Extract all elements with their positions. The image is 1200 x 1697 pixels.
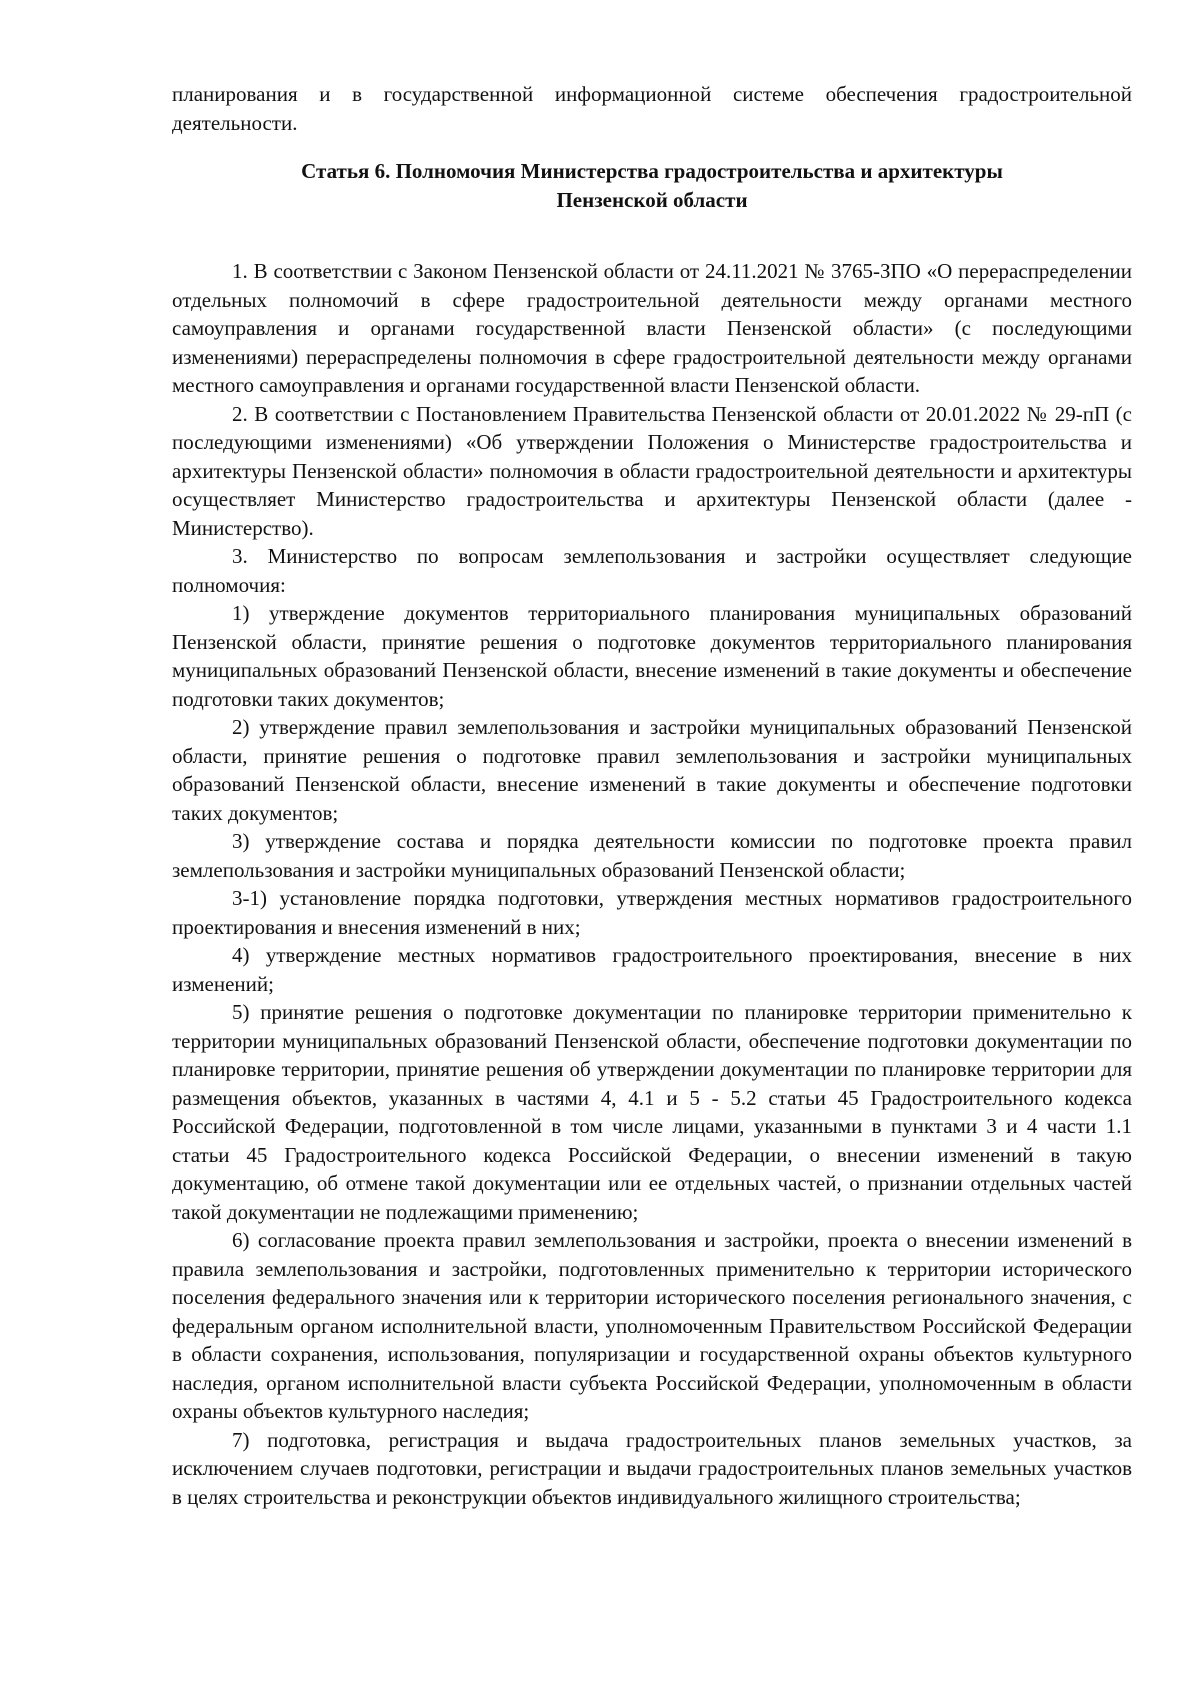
list-item-5: 5) принятие решения о подготовке документации по планировке территории применительно к территории муниципальных образований Пензенской области, обеспечение подготовки документации по планировке территории, принятие решения об утверждении документации по планировке территории для размещения объектов, указанных в частями 4, 4.1 и 5 - 5.2 статьи 45 Градостроительного кодекса Российской Федерации, подготовленной в том числе лицами, указанными в пунктами 3 и 4 части 1.1 статьи 45 Градостроительного кодекса Российской Федерации, о внесении изменений в такую документацию, об отмене такой документации или ее отдельных частей, о признании отдельных частей такой документации не подлежащими применению; [172,1000,1132,1224]
list-item-2: 2) утверждение правил землепользования и застройки муниципальных образований Пензенской области, принятие решения о подготовке правил землепользования и застройки муниципальных образований Пензенской области, внесение изменений в такие документы и обеспечение подготовки таких документов; [172,715,1132,825]
paragraph-2: 2. В соответствии с Постановлением Правительства Пензенской области от 20.01.2022 № 29-пП (с последующими изменениями) «Об утверждении Положения о Министерстве градостроительства и архитектуры Пензенской области» полномочия в области градостроительной деятельности и архитектуры осуществляет Министерство градостроительства и архитектуры Пензенской области (далее - Министерство). [172,401,1132,540]
list-item-6: 6) согласование проекта правил землепользования и застройки, проекта о внесении изменений в правила землепользования и застройки, подготовленных применительно к территории исторического поселения федерального значения или к территории исторического поселения регионального значения, с федеральным органом исполнительной власти, уполномоченным Правительством Российской Федерации в области сохранения, использования, популяризации и государственной охраны объектов культурного наследия, органом исполнительной власти субъекта Российской Федерации, уполномоченным в области охраны объектов культурного наследия; [172,1228,1132,1423]
list-item-1: 1) утверждение документов территориального планирования муниципальных образований Пензенской области, принятие решения о подготовке документов территориального планирования муниципальных образований Пензенской области, внесение изменений в такие документы и обеспечение подготовки таких документов; [172,601,1132,711]
intro-paragraph: планирования и в государственной информационной системе обеспечения градостроительной деятельности. [172,82,1132,135]
document-page [172,80,1132,1511]
article-heading [172,157,1132,214]
article-heading-line-2: Пензенской области [556,187,748,212]
paragraph-3: 3. Министерство по вопросам землепользования и застройки осуществляет следующие полномочия: [172,544,1132,597]
list-item-3-1: 3-1) установление порядка подготовки, утверждения местных нормативов градостроительного проектирования и внесения изменений в них; [172,886,1132,939]
paragraph-1: 1. В соответствии с Законом Пензенской области от 24.11.2021 № 3765-ЗПО «О перераспределении отдельных полномочий в сфере градостроительной деятельности между органами местного самоуправления и органами государственной власти Пензенской области» (с последующими изменениями) перераспределены полномочия в сфере градостроительной деятельности между органами местного самоуправления и органами государственной власти Пензенской области. [172,259,1132,397]
list-item-3: 3) утверждение состава и порядка деятельности комиссии по подготовке проекта правил землепользования и застройки муниципальных образований Пензенской области; [172,829,1132,882]
article-heading-line-1: Статья 6. Полномочия Министерства градостроительства и архитектуры [301,159,1003,183]
list-item-7: 7) подготовка, регистрация и выдача градостроительных планов земельных участков, за исключением случаев подготовки, регистрации и выдачи градостроительных планов земельных участков в целях строительства и реконструкции объектов индивидуального жилищного строительства; [172,1427,1132,1509]
list-item-4: 4) утверждение местных нормативов градостроительного проектирования, внесение в них изменений; [172,943,1132,996]
